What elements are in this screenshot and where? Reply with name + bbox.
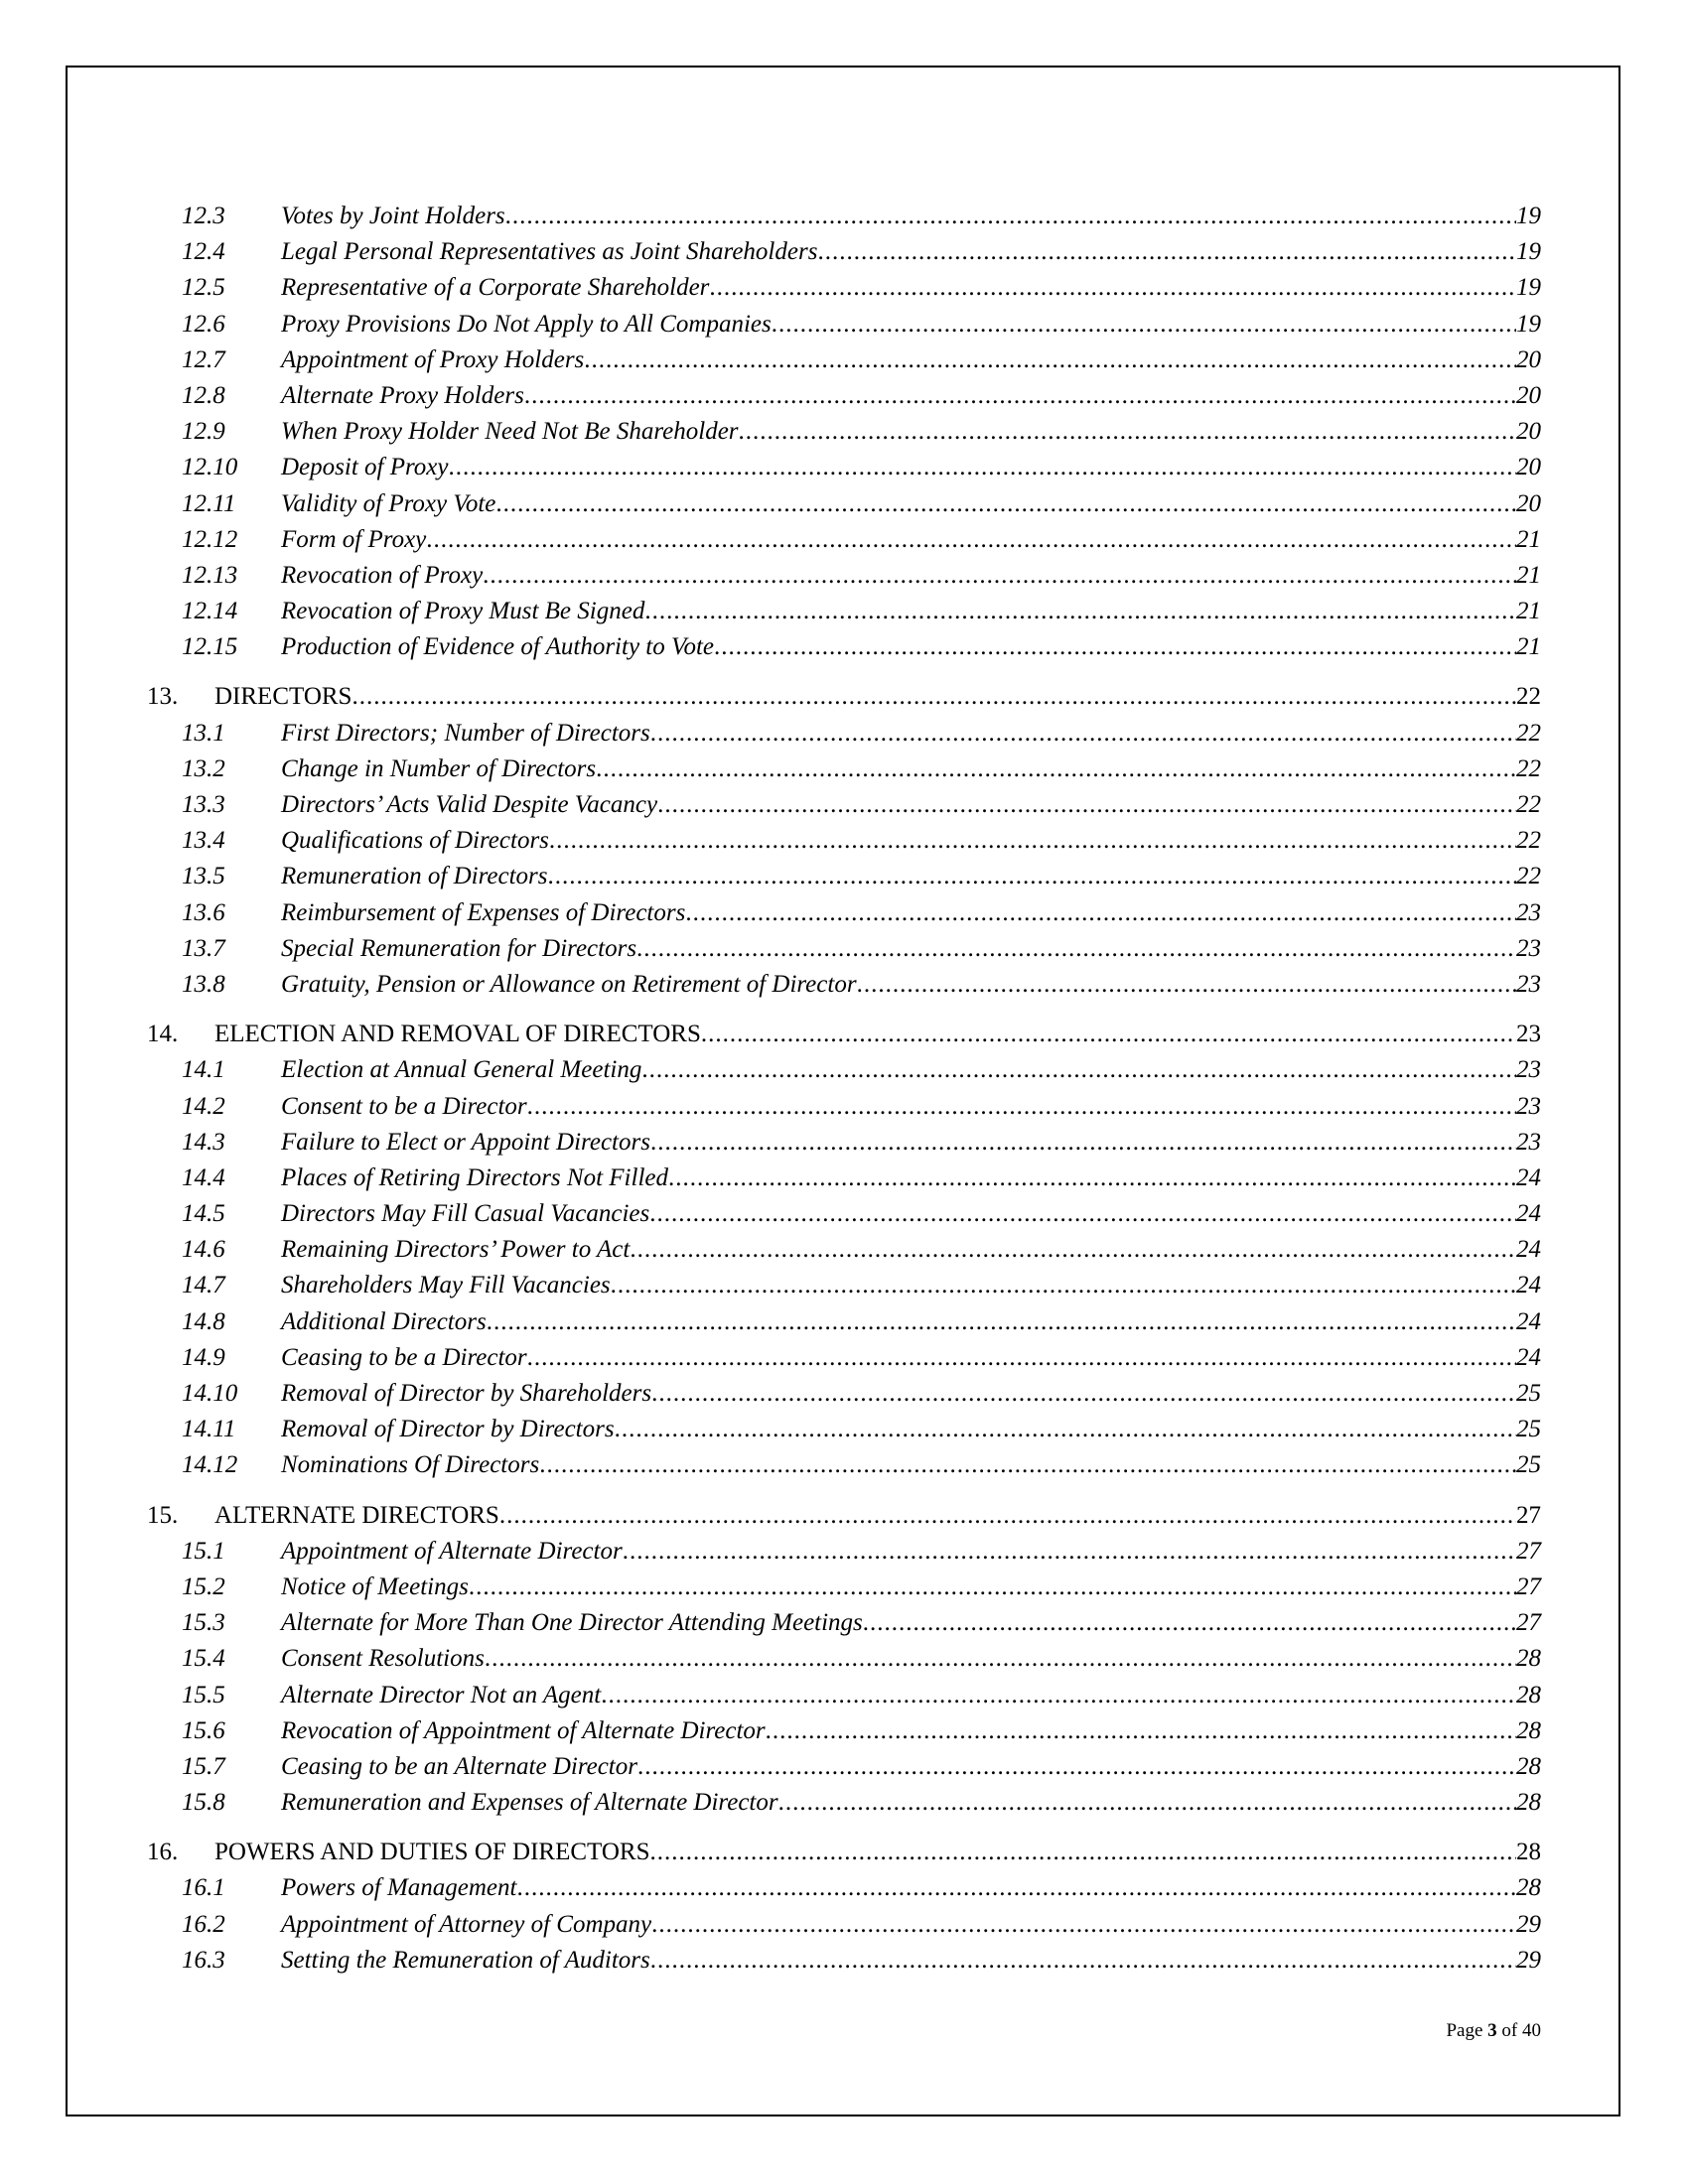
toc-entry-number: 14.2	[182, 1092, 225, 1120]
toc-entry-number: 13.	[147, 683, 179, 711]
toc-subsection-entry[interactable]	[147, 486, 1541, 522]
toc-entry-page: 20	[1516, 381, 1541, 409]
toc-entry-page: 24	[1516, 1272, 1541, 1299]
toc-entry-number: 14.8	[182, 1307, 225, 1335]
toc-entry-title: Alternate Proxy Holders	[281, 381, 524, 409]
toc-entry-number: 14.11	[182, 1416, 236, 1443]
toc-subsection-entry[interactable]	[147, 1570, 1541, 1605]
toc-subsection-entry[interactable]	[147, 1605, 1541, 1641]
toc-entry-title-line	[281, 199, 1541, 234]
toc-entry-title: Shareholders May Fill Vacancies	[281, 1272, 611, 1299]
page-of-label: of	[1501, 2020, 1518, 2041]
dot-leader	[527, 1089, 1516, 1125]
toc-entry-page: 20	[1516, 489, 1541, 517]
toc-entry-title: Representative of a Corporate Shareholder	[281, 274, 710, 302]
toc-entry-title-line	[281, 414, 1541, 450]
toc-subsection-entry[interactable]	[147, 270, 1541, 306]
dot-leader	[516, 1870, 1516, 1906]
toc-entry-title-line	[214, 1835, 1541, 1870]
toc-entry-title: Appointment of Proxy Holders	[281, 345, 585, 373]
toc-entry-title-line	[281, 1125, 1541, 1160]
toc-entry-page: 27	[1516, 1501, 1541, 1529]
dot-leader	[817, 234, 1516, 270]
dot-leader	[641, 1052, 1516, 1088]
toc-entry-title: Ceasing to be an Alternate Director	[281, 1752, 637, 1780]
toc-entry-title: Election at Annual General Meeting	[281, 1056, 642, 1084]
toc-subsection-entry[interactable]	[147, 1447, 1541, 1483]
toc-subsection-entry[interactable]	[147, 787, 1541, 823]
toc-subsection-entry[interactable]	[147, 307, 1541, 342]
toc-subsection-entry[interactable]	[147, 859, 1541, 894]
toc-entry-page: 19	[1516, 274, 1541, 302]
toc-entry-title: Nominations Of Directors	[281, 1451, 540, 1479]
toc-entry-title-line	[281, 1268, 1541, 1303]
toc-entry-page: 22	[1516, 791, 1541, 818]
toc-entry-page: 19	[1516, 203, 1541, 229]
toc-entry-number: 14.4	[182, 1163, 225, 1191]
toc-entry-title: Remuneration of Directors	[281, 863, 548, 890]
toc-entry-title: Legal Personal Representatives as Joint Shareholders	[281, 238, 818, 266]
toc-entry-page: 25	[1516, 1451, 1541, 1479]
toc-entry-page: 19	[1516, 310, 1541, 338]
toc-subsection-entry[interactable]	[147, 1268, 1541, 1303]
dot-leader	[857, 967, 1516, 1003]
toc-entry-title-line	[281, 594, 1541, 629]
toc-subsection-entry[interactable]	[147, 1907, 1541, 1943]
toc-entry-title: Alternate Director Not an Agent	[281, 1681, 602, 1708]
toc-entry-page: 24	[1516, 1200, 1541, 1228]
toc-entry-title-line	[281, 1232, 1541, 1268]
toc-entry-title: Consent to be a Director	[281, 1092, 527, 1120]
toc-subsection-entry[interactable]	[147, 1196, 1541, 1232]
toc-entry-title: Notice of Meetings	[281, 1572, 469, 1600]
toc-entry-title: Setting the Remuneration of Auditors	[281, 1946, 650, 1974]
toc-entry-title: Removal of Director by Directors	[281, 1416, 615, 1443]
dot-leader	[636, 931, 1516, 967]
toc-entry-title: Failure to Elect or Appoint Directors	[281, 1128, 650, 1156]
toc-entry-title: Change in Number of Directors	[281, 754, 597, 782]
toc-subsection-entry[interactable]	[147, 1160, 1541, 1196]
dot-leader	[650, 716, 1516, 751]
toc-entry-page: 24	[1516, 1307, 1541, 1335]
dot-leader	[499, 1498, 1516, 1534]
toc-entry-page: 28	[1516, 1874, 1541, 1902]
toc-entry-title-line	[281, 716, 1541, 751]
toc-entry-title: Reimbursement of Expenses of Directors	[281, 898, 686, 926]
dot-leader	[623, 1534, 1516, 1570]
toc-subsection-entry[interactable]	[147, 1785, 1541, 1821]
toc-entry-number: 13.4	[182, 827, 225, 855]
dot-leader	[483, 558, 1516, 594]
dot-leader	[644, 594, 1516, 629]
toc-entry-number: 13.2	[182, 754, 225, 782]
toc-subsection-entry[interactable]	[147, 895, 1541, 931]
toc-entry-page: 22	[1516, 719, 1541, 747]
toc-entry-number: 12.12	[182, 525, 238, 553]
toc-entry-title-line	[214, 1017, 1541, 1052]
toc-subsection-entry[interactable]	[147, 450, 1541, 485]
toc-subsection-entry[interactable]	[147, 378, 1541, 414]
toc-entry-title-line	[281, 486, 1541, 522]
toc-entry-number: 15.	[147, 1501, 179, 1529]
toc-entry-title: Qualifications of Directors	[281, 827, 549, 855]
dot-leader	[495, 486, 1516, 522]
toc-subsection-entry[interactable]	[147, 1089, 1541, 1125]
toc-entry-page: 21	[1516, 633, 1541, 661]
toc-entry-title-line	[214, 1498, 1541, 1534]
toc-entry-title: Alternate for More Than One Director Attending Meetings	[281, 1609, 863, 1637]
toc-subsection-entry[interactable]	[147, 1340, 1541, 1376]
dot-leader	[649, 1835, 1516, 1870]
toc-entry-number: 14.10	[182, 1380, 238, 1407]
toc-subsection-entry[interactable]	[147, 967, 1541, 1003]
toc-entry-title-line	[281, 1376, 1541, 1412]
toc-subsection-entry[interactable]	[147, 1749, 1541, 1785]
dot-leader	[547, 859, 1516, 894]
dot-leader	[485, 1641, 1516, 1677]
toc-subsection-entry[interactable]	[147, 1943, 1541, 1979]
toc-entry-page: 25	[1516, 1416, 1541, 1443]
dot-leader	[709, 270, 1516, 306]
toc-subsection-entry[interactable]	[147, 414, 1541, 450]
toc-entry-number: 14.5	[182, 1200, 225, 1228]
toc-subsection-entry[interactable]	[147, 823, 1541, 859]
toc-subsection-entry[interactable]	[147, 629, 1541, 665]
toc-subsection-entry[interactable]	[147, 1376, 1541, 1412]
dot-leader	[527, 1340, 1516, 1376]
dot-leader	[615, 1412, 1516, 1447]
dot-leader	[611, 1268, 1516, 1303]
dot-leader	[539, 1447, 1516, 1483]
toc-entry-title: Revocation of Appointment of Alternate Director	[281, 1716, 766, 1744]
toc-entry-title-line	[281, 1678, 1541, 1713]
toc-entry-page: 21	[1516, 561, 1541, 589]
toc-entry-title-line	[281, 1412, 1541, 1447]
toc-entry-number: 14.1	[182, 1056, 225, 1084]
total-pages: 40	[1522, 2020, 1541, 2041]
toc-entry-number: 12.11	[182, 489, 236, 517]
dot-leader	[524, 378, 1516, 414]
toc-entry-page: 20	[1516, 454, 1541, 481]
toc-entry-number: 15.5	[182, 1681, 225, 1708]
toc-entry-title: Remuneration and Expenses of Alternate Director	[281, 1789, 778, 1817]
toc-entry-title-line	[281, 1785, 1541, 1821]
toc-entry-page: 22	[1516, 827, 1541, 855]
toc-entry-title-line	[281, 1534, 1541, 1570]
toc-entry-number: 14.9	[182, 1343, 225, 1371]
toc-entry-page: 21	[1516, 598, 1541, 625]
toc-entry-title-line	[281, 1605, 1541, 1641]
toc-entry-number: 15.1	[182, 1537, 225, 1565]
toc-subsection-entry[interactable]	[147, 931, 1541, 967]
toc-section-entry[interactable]	[147, 1835, 1541, 1870]
dot-leader	[651, 1376, 1516, 1412]
dot-leader	[448, 450, 1516, 485]
toc-entry-title-line	[281, 1304, 1541, 1340]
toc-entry-title-line	[281, 522, 1541, 558]
dot-leader	[352, 679, 1516, 715]
toc-entry-title: First Directors; Number of Directors	[281, 719, 650, 747]
toc-entry-title-line	[281, 1340, 1541, 1376]
toc-entry-title: When Proxy Holder Need Not Be Shareholder	[281, 418, 739, 446]
toc-subsection-entry[interactable]	[147, 234, 1541, 270]
toc-entry-page: 28	[1516, 1789, 1541, 1817]
toc-subsection-entry[interactable]	[147, 558, 1541, 594]
toc-entry-title: Ceasing to be a Director	[281, 1343, 527, 1371]
toc-section-entry[interactable]	[147, 679, 1541, 715]
toc-entry-number: 13.6	[182, 898, 225, 926]
toc-entry-title: Deposit of Proxy	[281, 454, 449, 481]
toc-entry-title: Additional Directors	[281, 1307, 487, 1335]
toc-entry-title: Validity of Proxy Vote	[281, 489, 496, 517]
toc-entry-page: 28	[1516, 1681, 1541, 1708]
toc-entry-title: Remaining Directors’ Power to Act	[281, 1236, 631, 1264]
toc-entry-title: Form of Proxy	[281, 525, 427, 553]
dot-leader	[650, 1125, 1516, 1160]
dot-leader	[650, 1943, 1516, 1979]
toc-subsection-entry[interactable]	[147, 716, 1541, 751]
dot-leader	[651, 1907, 1516, 1943]
toc-entry-page: 25	[1516, 1380, 1541, 1407]
toc-entry-number: 13.1	[182, 719, 225, 747]
toc-entry-page: 28	[1516, 1839, 1541, 1866]
dot-leader	[601, 1678, 1516, 1713]
toc-entry-page: 19	[1516, 238, 1541, 266]
current-page-number: 3	[1487, 2020, 1497, 2041]
toc-entry-title: Revocation of Proxy	[281, 561, 484, 589]
toc-entry-page: 21	[1516, 525, 1541, 553]
toc-entry-number: 16.1	[182, 1874, 225, 1902]
toc-entry-title: POWERS AND DUTIES OF DIRECTORS	[214, 1839, 650, 1866]
toc-entry-page: 23	[1516, 970, 1541, 998]
toc-entry-title-line	[281, 895, 1541, 931]
toc-subsection-entry[interactable]	[147, 1412, 1541, 1447]
toc-entry-number: 12.10	[182, 454, 238, 481]
toc-entry-number: 12.5	[182, 274, 225, 302]
toc-entry-title-line	[281, 751, 1541, 787]
toc-entry-title: Proxy Provisions Do Not Apply to All Companies	[281, 310, 772, 338]
toc-entry-title-line	[214, 679, 1541, 715]
dot-leader	[714, 629, 1516, 665]
toc-entry-number: 12.14	[182, 598, 238, 625]
dot-leader	[426, 522, 1516, 558]
dot-leader	[685, 895, 1516, 931]
dot-leader	[596, 751, 1516, 787]
toc-entry-title-line	[281, 1447, 1541, 1483]
toc-entry-page: 23	[1516, 1021, 1541, 1048]
toc-subsection-entry[interactable]	[147, 1232, 1541, 1268]
toc-entry-title-line	[281, 967, 1541, 1003]
toc-entry-page: 24	[1516, 1163, 1541, 1191]
page-footer	[1446, 2020, 1541, 2042]
toc-entry-title-line	[281, 234, 1541, 270]
toc-entry-title: ALTERNATE DIRECTORS	[214, 1501, 499, 1529]
toc-entry-title: Production of Evidence of Authority to Vote	[281, 633, 715, 661]
toc-section-entry[interactable]	[147, 1017, 1541, 1052]
dot-leader	[701, 1017, 1516, 1052]
toc-entry-title-line	[281, 1907, 1541, 1943]
toc-entry-number: 14.6	[182, 1236, 225, 1264]
toc-entry-title-line	[281, 342, 1541, 378]
toc-entry-number: 16.3	[182, 1946, 225, 1974]
toc-entry-number: 16.	[147, 1839, 179, 1866]
toc-entry-title-line	[281, 1870, 1541, 1906]
toc-entry-title: ELECTION AND REMOVAL OF DIRECTORS	[214, 1021, 701, 1048]
toc-entry-number: 12.7	[182, 345, 225, 373]
toc-entry-number: 12.4	[182, 238, 225, 266]
toc-entry-number: 14.3	[182, 1128, 225, 1156]
toc-entry-title-line	[281, 1160, 1541, 1196]
toc-subsection-entry[interactable]	[147, 1713, 1541, 1749]
dot-leader	[584, 342, 1516, 378]
toc-entry-number: 12.8	[182, 381, 225, 409]
toc-entry-number: 13.5	[182, 863, 225, 890]
toc-entry-title: Removal of Director by Shareholders	[281, 1380, 652, 1407]
table-of-contents	[147, 199, 1541, 1979]
toc-subsection-entry[interactable]	[147, 1125, 1541, 1160]
toc-entry-title: Places of Retiring Directors Not Filled	[281, 1163, 668, 1191]
toc-entry-title-line	[281, 1570, 1541, 1605]
toc-entry-page: 27	[1516, 1609, 1541, 1637]
page-label: Page	[1446, 2020, 1483, 2041]
dot-leader	[778, 1785, 1516, 1821]
toc-entry-number: 12.13	[182, 561, 238, 589]
dot-leader	[863, 1605, 1516, 1641]
toc-entry-number: 12.15	[182, 633, 238, 661]
toc-entry-title-line	[281, 1641, 1541, 1677]
toc-entry-number: 14.	[147, 1021, 179, 1048]
toc-subsection-entry[interactable]	[147, 1641, 1541, 1677]
toc-entry-page: 23	[1516, 898, 1541, 926]
toc-entry-page: 20	[1516, 345, 1541, 373]
toc-entry-number: 16.2	[182, 1910, 225, 1938]
toc-entry-number: 15.7	[182, 1752, 225, 1780]
dot-leader	[649, 1196, 1516, 1232]
toc-entry-page: 23	[1516, 1092, 1541, 1120]
toc-entry-title: Special Remuneration for Directors	[281, 934, 637, 962]
toc-entry-page: 28	[1516, 1645, 1541, 1673]
toc-entry-page: 27	[1516, 1537, 1541, 1565]
toc-entry-page: 24	[1516, 1236, 1541, 1264]
toc-subsection-entry[interactable]	[147, 1304, 1541, 1340]
toc-subsection-entry[interactable]	[147, 594, 1541, 629]
toc-entry-number: 12.6	[182, 310, 225, 338]
toc-entry-title-line	[281, 1943, 1541, 1979]
toc-entry-title-line	[281, 1713, 1541, 1749]
toc-entry-number: 12.3	[182, 203, 225, 229]
dot-leader	[739, 414, 1516, 450]
dot-leader	[772, 307, 1516, 342]
toc-entry-page: 22	[1516, 863, 1541, 890]
dot-leader	[668, 1160, 1516, 1196]
toc-section-entry[interactable]	[147, 1498, 1541, 1534]
toc-entry-title-line	[281, 859, 1541, 894]
toc-entry-number: 15.4	[182, 1645, 225, 1673]
toc-entry-page: 20	[1516, 418, 1541, 446]
toc-entry-number: 12.9	[182, 418, 225, 446]
toc-subsection-entry[interactable]	[147, 751, 1541, 787]
toc-entry-title-line	[281, 307, 1541, 342]
toc-subsection-entry[interactable]	[147, 199, 1541, 234]
toc-entry-title: Votes by Joint Holders	[281, 203, 505, 229]
toc-entry-title: Powers of Management	[281, 1874, 517, 1902]
toc-entry-number: 14.12	[182, 1451, 238, 1479]
toc-entry-page: 23	[1516, 1128, 1541, 1156]
toc-entry-title-line	[281, 787, 1541, 823]
toc-entry-number: 13.8	[182, 970, 225, 998]
toc-subsection-entry[interactable]	[147, 1534, 1541, 1570]
toc-entry-page: 22	[1516, 683, 1541, 711]
dot-leader	[549, 823, 1516, 859]
toc-entry-page: 27	[1516, 1572, 1541, 1600]
toc-entry-number: 15.8	[182, 1789, 225, 1817]
toc-entry-title: Revocation of Proxy Must Be Signed	[281, 598, 645, 625]
toc-entry-number: 15.2	[182, 1572, 225, 1600]
toc-entry-title-line	[281, 931, 1541, 967]
dot-leader	[766, 1713, 1516, 1749]
toc-entry-page: 28	[1516, 1716, 1541, 1744]
toc-entry-title-line	[281, 1089, 1541, 1125]
toc-entry-page: 29	[1516, 1910, 1541, 1938]
toc-entry-title: Directors’ Acts Valid Despite Vacancy	[281, 791, 658, 818]
toc-subsection-entry[interactable]	[147, 1870, 1541, 1906]
toc-subsection-entry[interactable]	[147, 1052, 1541, 1088]
toc-entry-number: 15.3	[182, 1609, 225, 1637]
toc-entry-title-line	[281, 823, 1541, 859]
toc-entry-page: 28	[1516, 1752, 1541, 1780]
dot-leader	[469, 1570, 1516, 1605]
toc-entry-number: 13.7	[182, 934, 225, 962]
dot-leader	[657, 787, 1516, 823]
toc-entry-title-line	[281, 450, 1541, 485]
dot-leader	[637, 1749, 1516, 1785]
dot-leader	[505, 199, 1516, 234]
toc-entry-page: 23	[1516, 934, 1541, 962]
toc-entry-page: 22	[1516, 754, 1541, 782]
toc-entry-title: Consent Resolutions	[281, 1645, 485, 1673]
toc-entry-title-line	[281, 558, 1541, 594]
dot-leader	[630, 1232, 1516, 1268]
toc-entry-number: 15.6	[182, 1716, 225, 1744]
toc-entry-page: 24	[1516, 1343, 1541, 1371]
toc-entry-title-line	[281, 270, 1541, 306]
toc-entry-title: Directors May Fill Casual Vacancies	[281, 1200, 650, 1228]
toc-entry-title: Appointment of Alternate Director	[281, 1537, 623, 1565]
toc-entry-number: 14.7	[182, 1272, 225, 1299]
dot-leader	[487, 1304, 1516, 1340]
toc-entry-title-line	[281, 629, 1541, 665]
toc-entry-title: Appointment of Attorney of Company	[281, 1910, 652, 1938]
toc-entry-number: 13.3	[182, 791, 225, 818]
toc-entry-page: 23	[1516, 1056, 1541, 1084]
toc-subsection-entry[interactable]	[147, 1678, 1541, 1713]
toc-entry-title-line	[281, 1749, 1541, 1785]
toc-entry-title: DIRECTORS	[214, 683, 352, 711]
toc-entry-title-line	[281, 1196, 1541, 1232]
toc-subsection-entry[interactable]	[147, 342, 1541, 378]
toc-entry-page: 29	[1516, 1946, 1541, 1974]
toc-subsection-entry[interactable]	[147, 522, 1541, 558]
toc-entry-title-line	[281, 1052, 1541, 1088]
toc-entry-title-line	[281, 378, 1541, 414]
toc-entry-title: Gratuity, Pension or Allowance on Retirement of Director	[281, 970, 857, 998]
